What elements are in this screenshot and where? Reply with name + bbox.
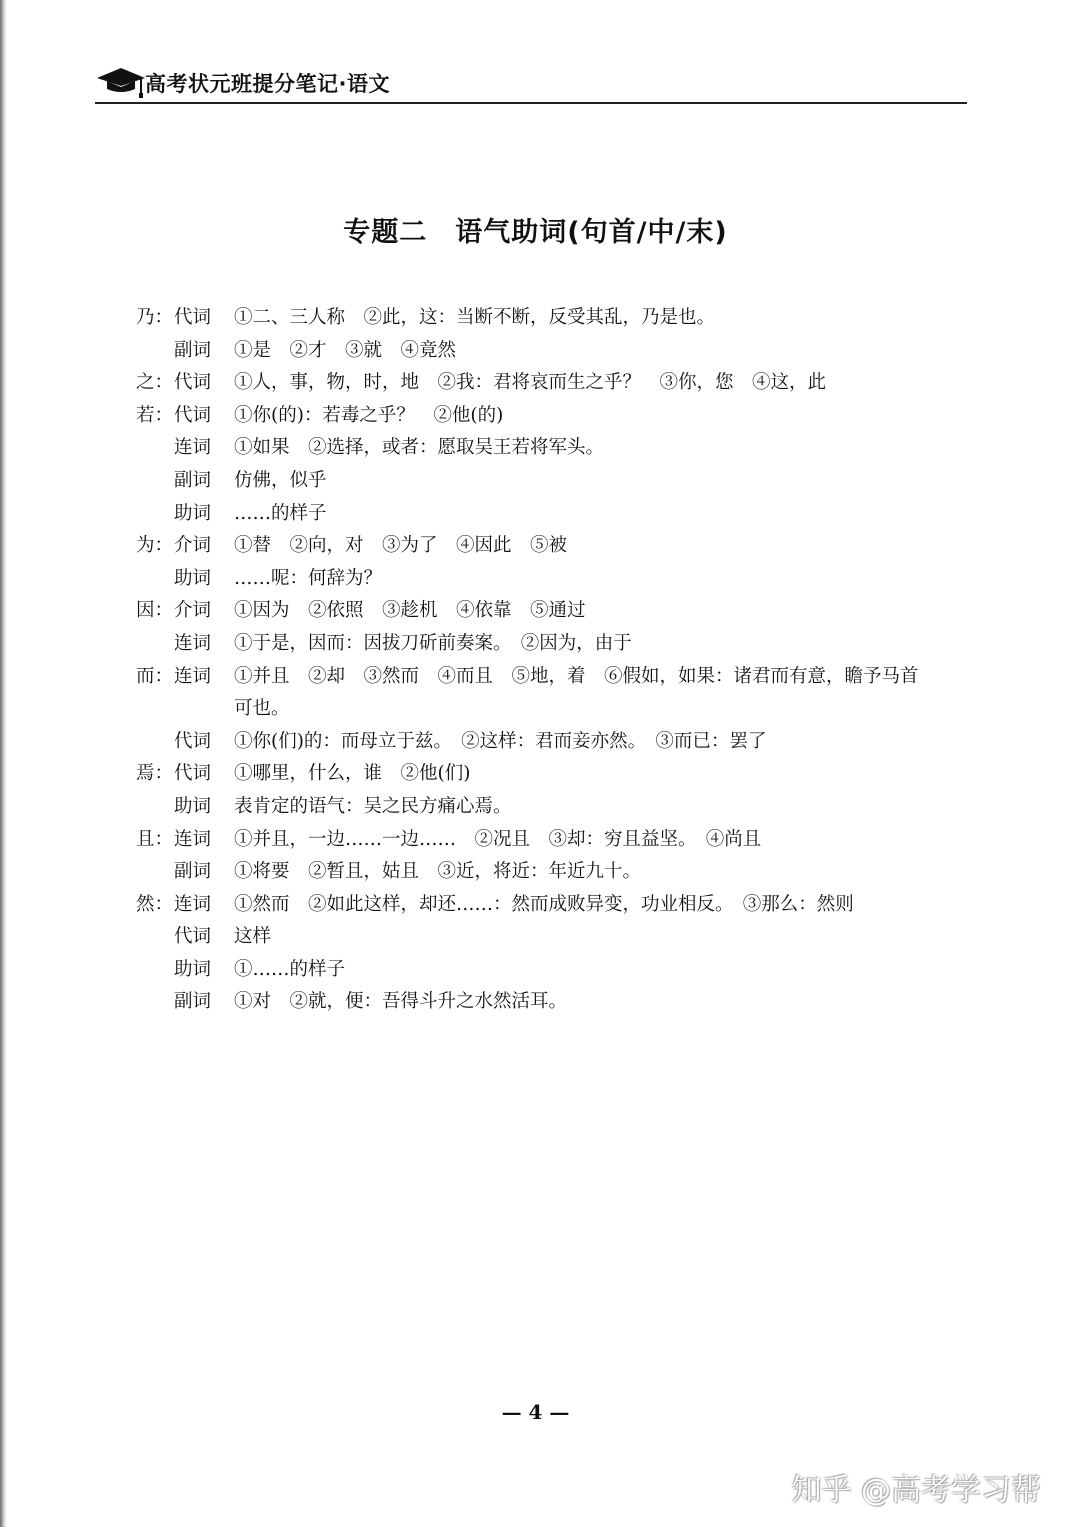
entry-row [136, 465, 966, 498]
entry-row [136, 530, 966, 563]
entry-row [136, 758, 966, 791]
entry-part-of-speech: 助词 [174, 795, 212, 817]
entry-definition: ①是 ②才 ③就 ④竟然 [234, 339, 457, 361]
entry-char: 若： [136, 404, 174, 426]
entry-part-of-speech: 助词 [174, 958, 212, 980]
entry-part-of-speech: 副词 [174, 339, 212, 361]
entry-row [136, 432, 966, 465]
entry-definition: ①如果 ②选择，或者：愿取吴王若将军头。 [234, 437, 605, 459]
entry-definition: 仿佛，似乎 [234, 469, 327, 491]
entry-definition: ①并且 ②却 ③然而 ④而且 ⑤地，着 ⑥假如，如果：诸君而有意，瞻予马首 [234, 665, 919, 687]
entry-part-of-speech: 介词 [174, 600, 212, 622]
entry-definition: ①然而 ②如此这样，却还……：然而成败异变，功业相反。 ③那么：然则 [234, 893, 854, 915]
entry-definition: 这样 [234, 926, 272, 948]
entry-row [136, 889, 966, 922]
entry-row [136, 302, 966, 335]
header-divider [95, 102, 967, 104]
entry-part-of-speech: 代词 [174, 404, 212, 426]
entry-part-of-speech: 副词 [174, 991, 212, 1013]
entry-row [136, 563, 966, 596]
watermark: 知乎 @高考学习帮 [791, 1473, 1041, 1508]
entry-definition: ①哪里，什么，谁 ②他(们) [234, 763, 471, 785]
entry-definition: ①二、三人称 ②此，这：当断不断，反受其乱，乃是也。 [234, 307, 716, 328]
entry-char: 焉： [136, 763, 174, 785]
entry-row [136, 921, 966, 954]
entry-char: 而： [136, 665, 174, 687]
entry-part-of-speech: 介词 [174, 535, 212, 557]
entry-row [136, 856, 966, 889]
entry-definition: 可也。 [234, 698, 290, 720]
entry-part-of-speech: 代词 [174, 307, 212, 328]
entry-row [136, 726, 966, 759]
entry-char: 且： [136, 828, 174, 850]
entry-definition: ……的样子 [234, 502, 327, 524]
entry-part-of-speech: 助词 [174, 567, 212, 589]
entry-part-of-speech: 连词 [174, 665, 212, 687]
entry-row [136, 498, 966, 531]
entry-part-of-speech: 连词 [174, 437, 212, 459]
entry-row [136, 661, 966, 694]
entry-definition: ①因为 ②依照 ③趁机 ④依靠 ⑤通过 [234, 600, 586, 622]
entry-part-of-speech: 副词 [174, 469, 212, 491]
entry-row [136, 400, 966, 433]
section-title: 专题二 语气助词(句首/中/末) [343, 217, 728, 248]
page-number: — 4 — [501, 1400, 570, 1424]
entry-part-of-speech: 助词 [174, 502, 212, 524]
entry-definition: ①将要 ②暂且，姑且 ③近，将近：年近九十。 [234, 861, 642, 883]
entry-definition: ①人，事，物，时，地 ②我：君将哀而生之乎？ ③你，您 ④这，此 [234, 372, 827, 394]
entry-part-of-speech: 连词 [174, 632, 212, 654]
entry-row [136, 335, 966, 368]
entry-row [136, 824, 966, 857]
entry-definition: 表肯定的语气：吴之民方痛心焉。 [234, 795, 512, 817]
entry-part-of-speech: 代词 [174, 926, 212, 948]
entry-definition: ①你(的)：若毒之乎？ ②他(的) [234, 404, 504, 426]
entry-row [136, 954, 966, 987]
entry-definition: ①对 ②就，便：吾得斗升之水然活耳。 [234, 991, 568, 1013]
entry-part-of-speech: 代词 [174, 730, 212, 752]
entry-definition: ……呢：何辞为？ [234, 567, 383, 589]
page-header [95, 62, 967, 102]
entry-row [136, 367, 966, 400]
entry-char: 因： [136, 600, 174, 622]
entry-part-of-speech: 连词 [174, 828, 212, 850]
entry-part-of-speech: 代词 [174, 763, 212, 785]
entry-definition: ①……的样子 [234, 958, 346, 980]
entry-row [136, 986, 966, 1019]
header-title: 高考状元班提分笔记·语文 [145, 72, 390, 96]
entry-part-of-speech: 连词 [174, 893, 212, 915]
entry-row [136, 628, 966, 661]
entry-row [136, 791, 966, 824]
entry-list [136, 302, 966, 1019]
entry-definition: ①于是，因而：因拔刀斫前奏案。 ②因为，由于 [234, 632, 632, 654]
entry-char: 为： [136, 535, 174, 557]
entry-char: 之： [136, 372, 174, 394]
graduation-cap-icon [95, 64, 147, 100]
entry-definition: ①替 ②向，对 ③为了 ④因此 ⑤被 [234, 535, 568, 557]
entry-char: 然： [136, 893, 174, 915]
entry-part-of-speech: 副词 [174, 861, 212, 883]
entry-row [136, 693, 966, 726]
entry-definition: ①并且，一边……一边…… ②况且 ③却：穷且益坚。 ④尚且 [234, 828, 762, 850]
entry-row [136, 595, 966, 628]
entry-definition: ①你(们)的：而母立于兹。 ②这样：君而妾亦然。 ③而已：罢了 [234, 730, 767, 752]
entry-char: 乃： [136, 307, 174, 328]
entry-part-of-speech: 代词 [174, 372, 212, 394]
